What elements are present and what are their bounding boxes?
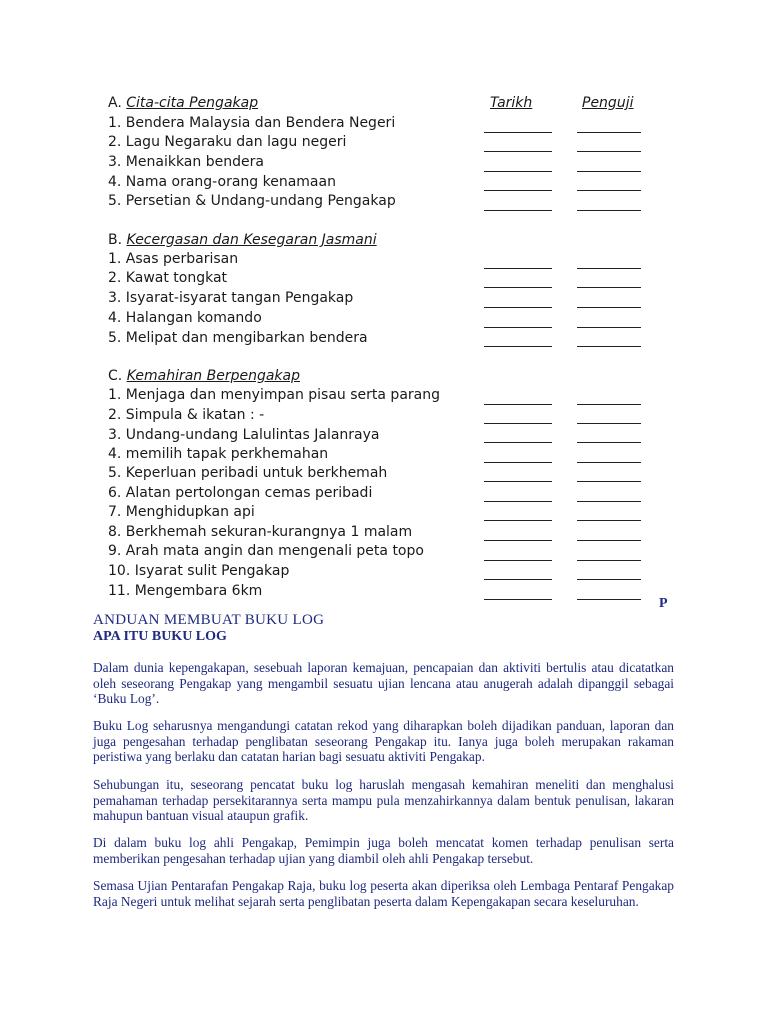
checklist-item: 1. Bendera Malaysia dan Bendera Negeri	[108, 115, 396, 131]
guide-title: ANDUAN MEMBUAT BUKU LOG	[93, 612, 325, 628]
checklist-item: 2. Simpula & ikatan : -	[108, 407, 265, 423]
checklist-item: 5. Persetian & Undang-undang Pengakap	[108, 193, 396, 209]
examiner-line[interactable]	[577, 442, 641, 443]
examiner-line[interactable]	[577, 190, 641, 191]
date-line[interactable]	[484, 442, 552, 443]
checklist-item: 5. Keperluan peribadi untuk berkhemah	[108, 465, 388, 481]
date-line[interactable]	[484, 423, 552, 424]
checklist-item: 1. Menjaga dan menyimpan pisau serta parang	[108, 387, 440, 403]
examiner-line[interactable]	[577, 307, 641, 308]
checklist-item: 4. memilih tapak perkhemahan	[108, 446, 329, 462]
guide-paragraph: Sehubungan itu, seseorang pencatat buku log haruslah mengasah kemahiran meneliti dan menghalusi pemahaman terhadap persekitarannya serta mampu pula menzahirkannya dalam bentuk penulisan, lakaran mahupun bantuan visual ataupun grafik.	[93, 777, 674, 824]
date-line[interactable]	[484, 287, 552, 288]
guide-subtitle: APA ITU BUKU LOG	[93, 629, 227, 644]
date-line[interactable]	[484, 540, 552, 541]
checklist-item: 10. Isyarat sulit Pengakap	[108, 563, 290, 579]
examiner-line[interactable]	[577, 501, 641, 502]
date-line[interactable]	[484, 132, 552, 133]
checklist-item: 8. Berkhemah sekuran-kurangnya 1 malam	[108, 524, 413, 540]
date-line[interactable]	[484, 501, 552, 502]
examiner-line[interactable]	[577, 287, 641, 288]
date-line[interactable]	[484, 171, 552, 172]
date-line[interactable]	[484, 560, 552, 561]
checklist-item: 11. Mengembara 6km	[108, 583, 263, 599]
examiner-line[interactable]	[577, 132, 641, 133]
examiner-line[interactable]	[577, 540, 641, 541]
examiner-line[interactable]	[577, 599, 641, 600]
date-line[interactable]	[484, 190, 552, 191]
section-a-title: A. Cita-cita Pengakap	[108, 95, 259, 111]
date-line[interactable]	[484, 327, 552, 328]
examiner-line[interactable]	[577, 171, 641, 172]
examiner-line[interactable]	[577, 560, 641, 561]
examiner-line[interactable]	[577, 423, 641, 424]
checklist-item: 9. Arah mata angin dan mengenali peta topo	[108, 543, 424, 559]
checklist-item: 3. Isyarat-isyarat tangan Pengakap	[108, 290, 354, 306]
checklist-item: 2. Kawat tongkat	[108, 270, 228, 286]
checklist-item: 7. Menghidupkan api	[108, 504, 255, 520]
examiner-line[interactable]	[577, 520, 641, 521]
examiner-line[interactable]	[577, 579, 641, 580]
checklist-item: 2. Lagu Negaraku dan lagu negeri	[108, 134, 347, 150]
column-header-examiner: Penguji	[582, 95, 634, 111]
checklist-item: 3. Menaikkan bendera	[108, 154, 264, 170]
examiner-line[interactable]	[577, 462, 641, 463]
date-line[interactable]	[484, 210, 552, 211]
examiner-line[interactable]	[577, 327, 641, 328]
guide-paragraph: Buku Log seharusnya mengandungi catatan rekod yang diharapkan boleh dijadikan panduan, laporan dan juga pengesahan terhadap penglibatan seseorang Pengakap itu. Ianya juga boleh merupakan rakaman peristiwa yang berlaku dan catatan harian bagi sesuatu aktiviti Pengakap.	[93, 718, 674, 765]
section-b-title: B. Kecergasan dan Kesegaran Jasmani	[108, 232, 377, 248]
column-header-date: Tarikh	[490, 95, 533, 111]
date-line[interactable]	[484, 481, 552, 482]
checklist-item: 6. Alatan pertolongan cemas peribadi	[108, 485, 373, 501]
guide-paragraph: Semasa Ujian Pentarafan Pengakap Raja, buku log peserta akan diperiksa oleh Lembaga Pentaraf Pengakap Raja Negeri untuk melihat sejarah serta penglibatan peserta dalam Kepengakapan secara keseluruhan.	[93, 878, 674, 909]
checklist-item: 3. Undang-undang Lalulintas Jalanraya	[108, 427, 380, 443]
date-line[interactable]	[484, 579, 552, 580]
date-line[interactable]	[484, 307, 552, 308]
examiner-line[interactable]	[577, 210, 641, 211]
checklist-item: 5. Melipat dan mengibarkan bendera	[108, 330, 368, 346]
section-c-title: C. Kemahiran Berpengakap	[108, 368, 301, 384]
guide-paragraph: Dalam dunia kepengakapan, sesebuah laporan kemajuan, pencapaian dan aktiviti bertulis atau dicatatkan oleh seseorang Pengakap yang mengambil sesuatu ujian lencana atau anugerah adalah dipanggil sebagai ‘Buku Log’.	[93, 660, 674, 707]
date-line[interactable]	[484, 268, 552, 269]
checklist-item: 1. Asas perbarisan	[108, 251, 239, 267]
examiner-line[interactable]	[577, 268, 641, 269]
guide-paragraph: Di dalam buku log ahli Pengakap, Pemimpin juga boleh mencatat komen terhadap penulisan serta memberikan pengesahan terhadap ujian yang diambil oleh ahli Pengakap tersebut.	[93, 835, 674, 866]
date-line[interactable]	[484, 404, 552, 405]
examiner-line[interactable]	[577, 151, 641, 152]
date-line[interactable]	[484, 462, 552, 463]
checklist-item: 4. Halangan komando	[108, 310, 262, 326]
page-mark: P	[659, 596, 668, 611]
examiner-line[interactable]	[577, 404, 641, 405]
date-line[interactable]	[484, 599, 552, 600]
examiner-line[interactable]	[577, 346, 641, 347]
date-line[interactable]	[484, 151, 552, 152]
date-line[interactable]	[484, 520, 552, 521]
checklist-item: 4. Nama orang-orang kenamaan	[108, 174, 336, 190]
date-line[interactable]	[484, 346, 552, 347]
examiner-line[interactable]	[577, 481, 641, 482]
